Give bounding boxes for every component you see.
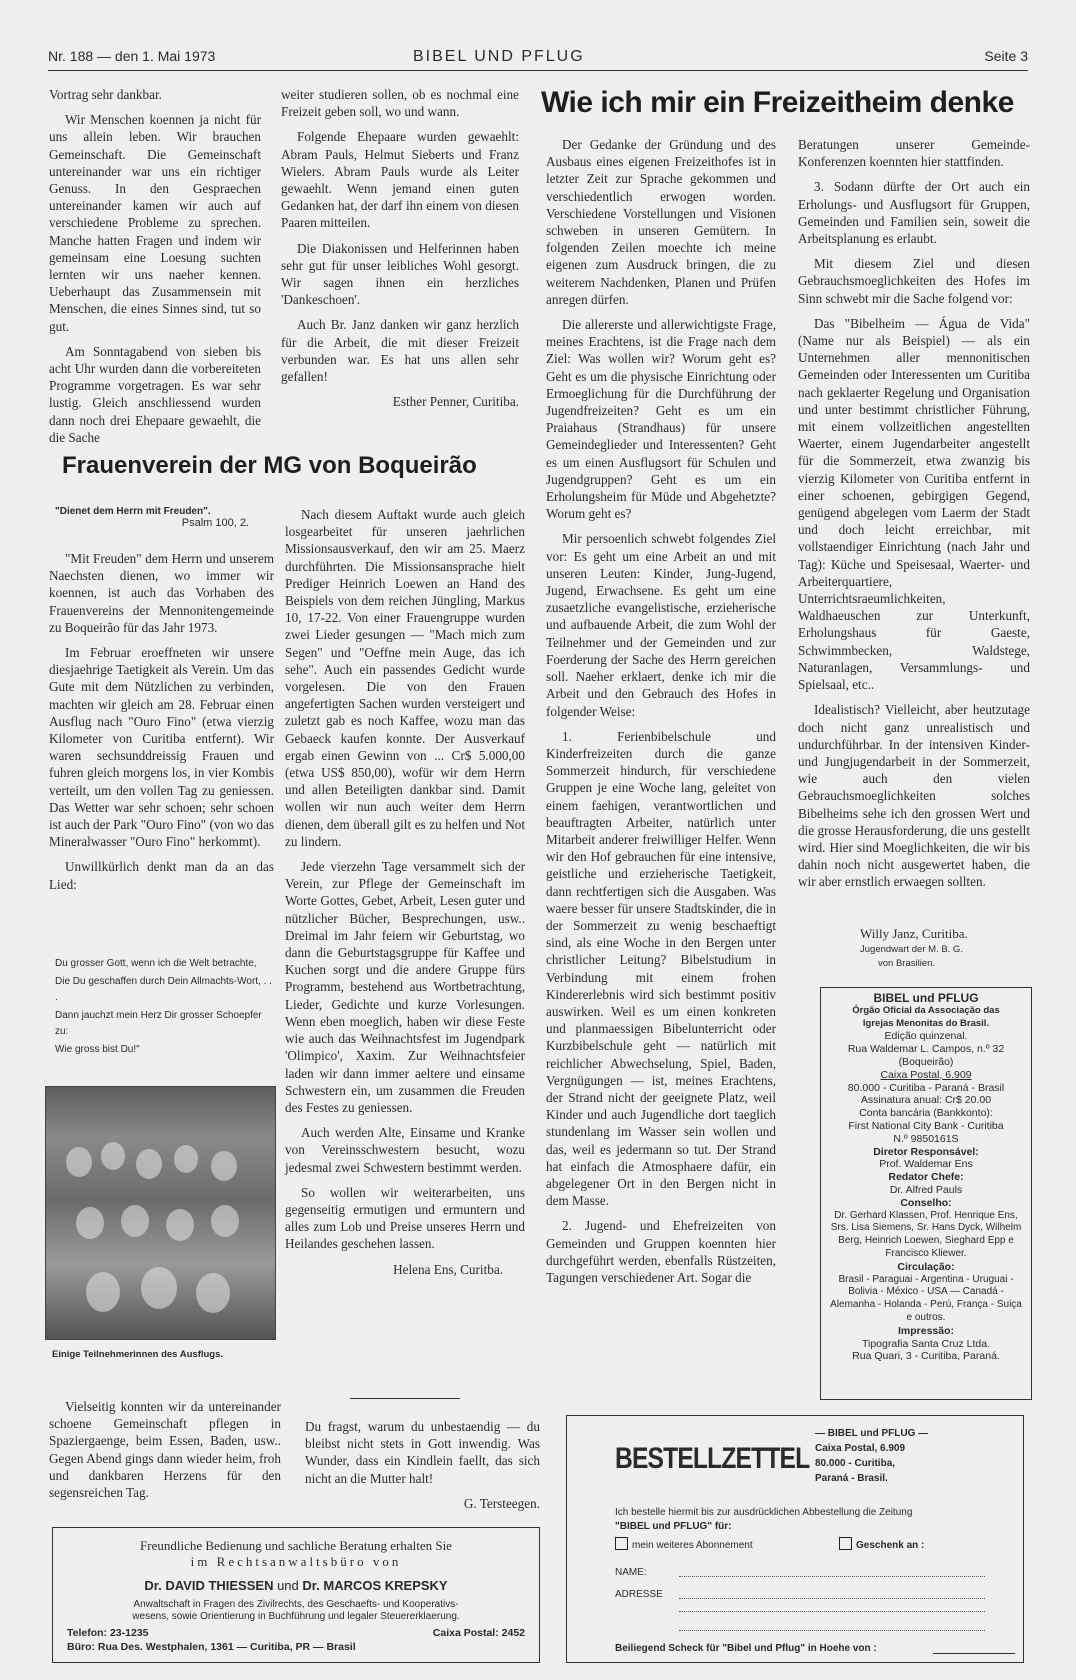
gift-option[interactable] [839,1537,924,1551]
subscription-option[interactable] [615,1537,753,1551]
order-text-line: Ich bestelle hiermit bis zur ausdrücklichen Abbestellung die Zeitung [615,1507,913,1518]
conjunction: und [277,1578,299,1593]
paragraph: Das "Bibelheim — Água de Vida" (Name nur als Beispiel) — als ein Unternehmen aller mennonitischen Gemeinden oder Interessenten um Curitiba nach geklaerter Regelung und Organisation und unter bestimmt christlicher Führung, mit einem vollzeitlichen angestellten Waerter, einem Jugendarbeiter angestellt für die Sommerzeit, etwa zwanzig bis vierzig Kilometer von Curitiba entfernt in einer schoenen, gebirgigen Gegend, genügend abgelegen vom Laerm der Stadt und doch leicht erreichbar, mit vollstaendiger Einrichtung (nach Jahr und Tag): Küche und Speisesaal, Waerter- und Arbeiterquartiere, Unterrichtsraeumlichkeiten, Waldhaeuschen zur Unterkunft, Erholungshaus für Gaeste, Schwimmbecken, Waldstege, Naturanlagen, Versammlungs- und Spielsaal, etc.. [798,315,1030,693]
lawyer-names [53,1578,539,1593]
article1-col2 [281,86,519,418]
name-label: NAME: [615,1567,647,1578]
article3-title: Wie ich mir ein Freizeitheim denke [541,86,1014,119]
poem-line: Dann jauchzt mein Herz Dir grosser Schoepfer zu: [55,1010,262,1037]
check-amount-field[interactable] [933,1653,1015,1654]
lawyer-office: Büro: Rua Des. Westphalen, 1361 — Curitiba, PR — Brasil [67,1641,356,1653]
paragraph: Nach diesem Auftakt wurde auch gleich losgearbeitet für unseren jaehrlichen Missionsausverkauf, den wir am 25. Maerz durchführten. Die Missionsansprache hielt Prediger Heinrich Loewen an Hand des Beispiels von dem reichen Jüngling, Markus 10, 17-22. Von einer Frauengruppe wurden zwei Lieder gesungen — "Mach mich zum Segen" und "Oeffne mein Auge, das ich sehe". Auch ein passendes Gedicht wurde vorgelesen. Die von den Frauen angefertigten Sachen wurden versteigert und zuletzt gab es noch Kaffee, wozu man das Gebaeck kaufen konnte. Der Ausverkauf ergab einen Gewinn von ... Cr$ 5.000,00 (etwa US$ 850,00), wofür wir dem Herrn und allen Beteiligten dankbar sind. Damit wollen wir nun auch weiter dem Herrn dienen, dem überall gilt es zu helfen und Not zu lindern. [285,507,525,849]
paragraph: weiter studieren sollen, ob es nochmal eine Freizeit geben soll, wo und wann. [281,87,519,120]
impressum-line: Conta bancária (Bankkonto): [859,1107,993,1120]
article3-col1 [546,136,776,1294]
order-address-line: 80.000 - Curitiba, [815,1458,896,1469]
poem-line: Die Du geschaffen durch Dein Allmachts-Wort, . . . [55,976,272,1003]
impressum-label: Impressão: [897,1324,955,1337]
lawyer-name: Dr. MARCOS KREPSKY [302,1578,448,1593]
paragraph: Folgende Ehepaare wurden gewaehlt: Abram Pauls, Helmut Sieberts und Franz Wielers. Abram Pauls wurde als Leiter gewaehlt. Wenn jemand einen guten Gedanken hat, der darf ihn einem von diesen Paaren mitteilen. [281,129,519,231]
impressum-line: Assinatura anual: Cr$ 20.00 [860,1094,992,1107]
lawyer-phone: Telefon: 23-1235 [67,1627,149,1639]
order-address-line: — BIBEL und PFLUG — [815,1428,929,1439]
impressum-line: Prof. Waldemar Ens [879,1158,973,1171]
paragraph: Mir persoenlich schwebt folgendes Ziel vor: Es geht um eine Arbeit an und mit unseren Leuten: Kinder, Jung-Jugend, Jugend, Erwachsene. Es geht um eine zusaetzliche evangelistische, erzieherische und aufbauende Arbeit, die zum Wohl der Teilnehmer und der Gemeinden und zur Foerderung der Sache des Herrn gereichen soll. Naeher erklaert, denke ich mir die Arbeit und den Gebrauch des Hofes in folgender Weise: [546,531,776,719]
article2-signature: Helena Ens, Curitba. [393,1261,503,1277]
name-field[interactable] [679,1576,985,1577]
group-photo [45,1086,276,1340]
paragraph: 2. Jugend- und Ehefreizeiten von Gemeinden und Gruppen koennten hier durchgeführt werden, ebenfalls Rüstzeiten, Tagungen verschiedener Art. Sogar die [546,1218,776,1285]
impressum-label: Circulação: [897,1260,955,1273]
impressum-label: Redator Chefe: [888,1171,964,1184]
quote-block [305,1418,540,1520]
name-row [615,1567,985,1578]
divider [350,1398,460,1399]
address-label: ADRESSE [615,1589,663,1600]
article3-signature-block [860,926,1010,969]
article3-signature-role: Jugendwart der M. B. G. [860,944,963,955]
impressum-label: Diretor Responsável: [873,1145,979,1158]
impressum-line: First National City Bank - Curitiba [848,1119,1004,1132]
paragraph: Die allererste und allerwichtigste Frage, meines Erachtens, ist die Frage nach dem Ziel: Was wollen wir? Worum geht es? Geht es um die physische Einrichtung oder Ermoeglichung für die Durchführung der Jugendfreizeiten? Geht es um ein Praiahaus (Strandhaus) für unsere Gemeindeglieder und Interessenten? Geht es um einen Ausflugsort für Schulen und Jugendgruppen? Geht es um ein Erholungsheim für Müde und Abgehetzte? Worum geht es? [546,317,776,522]
quote-text: Du fragst, warum du unbestaendig — du bleibst nicht stets in Gott inwendig. Was Wunder, dass ein Kindlein faellt, das sich nicht an die Mutter halt! [305,1419,540,1486]
impressum-line: Dr. Alfred Pauls [889,1183,963,1196]
order-text-line: "BIBEL und PFLUG" für: [615,1521,732,1532]
impressum-label: Conselho: [900,1196,952,1209]
lawyer-ad [52,1527,540,1663]
impressum-line: Dr. Gerhard Klassen, Prof. Henrique Ens, Srs. Lisa Siemens, Sr. Hans Dyck, Wilhelm Berg, Heinrich Loewen, Sieghard Epp e Francisco Kliewer. [830,1209,1022,1259]
article3-col2 [798,136,1030,899]
page-number: Seite 3 [984,48,1028,64]
page-header [48,44,1028,71]
paragraph: 1. Ferienbibelschule und Kinderfreizeiten durch die ganze Sommerzeit hindurch, für verschiedene Gruppen je eine Woche lang, geleitet von einem faehigen, verantwortlichen und beauftragten Arbeiter, natürlich unter Mitarbeit anderer freiwilliger Helfer. Wenn wir den Hof gebrauchen für eine intensive, geistliche und erzieherische Taetigkeit, dann rechtfertigen sich die Ausgaben. Was waere besser für unsere Stadtskinder, die in der Sommerzeit zu wenig beschaeftigt sind, als eine Woche in den Bergen unter christlicher Leitung? Bibelstudium in Verbindung mit einem frohen Kindererlebnis wird sich bestimmt positiv auswirken. Weil es um einen konkreten und planmaessigen Bibelunterricht oder Kurzbibelschule geht — natürlich mit reichlicher Abwechselung, Spiel, Baden, Vergnügungen — ist, meines Erachtens, der Strand nicht der geeignete Platz, weil Kinder und auch Jugendliche dort taeglich stundenlang im Wasser sein wollen und das, weil es jedermann so tut. Der Strand hat einfach die Atmosphaere dafür, ein abgelegener Ort in den Bergen nicht in dem Masse. [546,728,776,1209]
paragraph: Vielseitig konnten wir da untereinander schoene Gemeinschaft pflegen in Spaziergaenge, beim Essen, Baden, usw.. Gegen Abend gings dann wieder heim, froh und dankbaren Herzens für den segensreichen Tag. [49,1399,281,1501]
impressum-line: Órgão Oficial da Associação das [852,1004,1000,1016]
lawyer-ad-line: Freundliche Bedienung und sachliche Beratung erhalten Sie [140,1538,452,1553]
paragraph: Die Diakonissen und Helferinnen haben sehr gut für unser leibliches Wohl gesorgt. Wir sagen ihnen ein herzliches 'Dankeschoen'. [281,240,519,308]
impressum-line: Rua Waldemar L. Campos, n.º 32 [847,1043,1005,1056]
paragraph: Im Februar eroeffneten wir unsere diesjaehrige Taetigkeit als Verein. Um das Gute mit dem Nützlichen zu verbinden, machten wir gleich am 28. Februar einen Ausflug nach "Ouro Fino" (etwa vierzig Kilometer von Curitiba entfernt). Wir waren sechsunddreissig Frauen und fuhren gleich morgens los, in vier Kombis verteilt, um den vollen Tag zu geniessen. Das Wetter war sehr schoen; sehr schoen ist auch der Park "Ouro Fino" (von wo das Mineralwasser "Ouro Fino" herkommt). [49,645,274,850]
paragraph: Mit diesem Ziel und diesen Gebrauchsmoeglichkeiten des Hofes im Sinn schwebt mir die Sache folgend vor: [798,256,1030,306]
paragraph: Der Gedanke der Gründung und des Ausbaus eines eigenen Freizeithofes ist in letzter Zeit zur Sprache gekommen und verschiedentlich erwogen worden. Verschiedene Vorstellungen und Visionen schweben in unseren Gemütern. In folgenden Zeilen moechte ich meine eigenen zum Ausdruck bringen, die zu weiterem Nachdenken, Planen und Prüfen anregen dürfen. [546,137,776,307]
order-address [815,1426,928,1486]
article1-col1 [49,86,261,454]
article3-signature: Willy Janz, Curitiba. [860,926,968,941]
paragraph: "Mit Freuden" dem Herrn und unserem Naechsten dienen, wo immer wir koennen, ist auch das Vorhaben des Frauenvereins der Mennonitengemeinde zu Boqueirão für das Jahr 1973. [49,551,274,635]
paragraph: Jede vierzehn Tage versammelt sich der Verein, zur Pflege der Gemeinschaft im Worte Gottes, Gebet, Arbeit, Lesen guter und nützlicher Bücher, Besprechungen, usw.. Dreimal im Jahr feiern wir Geburtstag, wo dann die Geburtstagsgruppe für Kaffee und Kuchen sorgt und die andere Gruppe fürs Programm, bestehend aus Wortbetrachtung, Lieder, Gedichte und kurze Vorlesungen. Wenn eben moeglich, haben wir diese Feste wie auch das Weihnachtsfest im Jugendpark 'Olimpico', Xaxim. Zur Weihnachtsfeier laden wir dann immer aeltere und einsame Schwestern ein, um zusammen die Freuden des Festes zu geniessen. [285,859,525,1115]
impressum-title: BIBEL und PFLUG [873,991,979,1005]
impressum-line: Brasil - Paraguai - Argentina - Uruguai - Bolivia - México - USA — Canadá - Alemanha - Holanda - Perú, França - Suiça e outros. [830,1273,1022,1323]
article2-motto-block [49,506,274,529]
order-form-title: BESTELLZETTEL [615,1442,810,1475]
quote-author: G. Tersteegen. [463,1495,540,1511]
masthead-title: BIBEL UND PFLUG [413,48,585,65]
subscription-label: mein weiteres Abonnement [632,1540,753,1551]
article2-col1-end [49,1398,281,1509]
impressum-line: Rua Quari, 3 - Curitiba, Paraná. [852,1350,1000,1363]
article3-signature-place: von Brasilien. [878,958,936,969]
subscription-checkbox[interactable] [615,1537,628,1550]
impressum-line: 80.000 - Curitiba - Paraná - Brasil [847,1081,1005,1094]
article2-col2 [285,506,525,1286]
paragraph: Am Sonntagabend von sieben bis acht Uhr wurden dann die vorbereiteten Programme vorgetragen. Es war sehr lustig. Gleich anschliessend wurden dann noch drei Ehepaare gewaehlt, die die Sache [49,343,261,445]
gift-checkbox[interactable] [839,1537,852,1550]
paragraph: 3. Sodann dürfte der Ort auch ein Erholungs- und Ausflugsort für Gruppen, Gemeinden und Familien sein, soweit die Arbeitsplanung es erlaubt. [798,179,1030,247]
lawyer-description [53,1599,539,1623]
check-label: Beiliegend Scheck für "Bibel und Pflug" in Hoehe von : [615,1643,877,1654]
address-field-1[interactable] [679,1598,985,1599]
paragraph: Vortrag sehr dankbar. [49,87,162,102]
hymn-poem [55,956,275,1060]
article2-col1 [49,550,274,901]
lawyer-ad-line: im Rechtsanwaltsbüro von [190,1554,402,1569]
paragraph: Beratungen unserer Gemeinde-Konferenzen koennten hier stattfinden. [798,137,1030,170]
impressum-line: Edição quinzenal. [884,1030,968,1043]
address-field-2[interactable] [679,1611,985,1612]
description-line: Anwaltschaft in Fragen des Zivilrechts, des Geschaefts- und Kooperativs- [133,1599,459,1610]
description-line: wesens, sowie Orientierung in Buchführung und legaler Steuererklaerung. [132,1611,460,1622]
order-form [566,1415,1024,1663]
paragraph: Auch werden Alte, Einsame und Kranke von Vereinsschwestern besucht, wozu jedesmal zwei Schwestern bestimmt werden. [285,1125,525,1175]
paragraph: Unwillkürlich denkt man da an das Lied: [49,859,274,892]
impressum-box [820,987,1032,1400]
article1-signature: Esther Penner, Curitiba. [392,394,519,410]
lawyer-contact [67,1627,525,1641]
address-field-3[interactable] [679,1630,985,1631]
article2-motto-ref: Psalm 100, 2. [181,517,249,529]
article2-motto: "Dienet dem Herrn mit Freuden". [55,506,211,517]
impressum-line: (Boqueirão) [898,1055,954,1068]
issue-number: Nr. 188 — den 1. Mai 1973 [48,48,216,64]
impressum-line: N.º 9850161S [893,1132,959,1145]
impressum-line: Caixa Postal, 6.909 [880,1068,972,1081]
impressum-line: Tipografia Santa Cruz Ltda. [861,1337,990,1350]
poem-line: Wie gross bist Du!" [55,1044,140,1055]
paragraph: Wir Menschen koennen ja nicht für uns allein leben. Wir brauchen Gemeinschaft. Die Gemeinschaft untereinander war uns ein richtiger Genuss. In den Gespraechen untereinander kamen wir auch auf verschiedene Probleme zu sprechen. Manche hatten Fragen und indem wir gemeinsam eine Loesung suchten lernten wir uns naeher kennen. Ueberhaupt das Zusammensein mit Menschen, die eines Sinnes sind, tut so gut. [49,112,261,334]
address-row [615,1589,985,1600]
order-text [615,1506,912,1534]
check-row [615,1643,1015,1654]
order-address-line: Paraná - Brasil. [815,1473,888,1484]
paragraph: So wollen wir weiterarbeiten, uns gegenseitig ermutigen und ermuntern und alles zum Lob und Preise unseres Herrn und Heilandes geschehen lassen. [285,1184,525,1252]
paragraph: Idealistisch? Vielleicht, aber heutzutage doch nicht ganz unrealistisch und undurchführbar. In der intensiven Kinder- und Jungjugendarbeit in der Sommerzeit, wie auch den vielen Gebrauchsmoeglichkeiten solches Bibelheims sehe ich den grossen Wert und die grosse Herausforderung, die uns gestellt wird. Hier sind Moeglichkeiten, die wir bis dahin noch nicht ausgewertet haben, die wir aber ernstlich erwaegen sollten. [798,702,1030,890]
lawyer-name: Dr. DAVID THIESSEN [144,1578,274,1593]
poem-line: Du grosser Gott, wenn ich die Welt betrachte, [55,958,257,969]
lawyer-po-box: Caixa Postal: 2452 [432,1627,525,1639]
impressum-line: Igrejas Menonitas do Brasil. [862,1017,990,1029]
order-address-line: Caixa Postal, 6.909 [815,1443,906,1454]
article2-title: Frauenverein der MG von Boqueirão [62,452,477,479]
paragraph: Auch Br. Janz danken wir ganz herzlich für die Arbeit, die mit dieser Freizeit verbunden war. Es hat uns allen sehr gefallen! [281,317,519,385]
gift-label: Geschenk an : [856,1540,925,1551]
photo-caption: Einige Teilnehmerinnen des Ausflugs. [52,1349,224,1360]
